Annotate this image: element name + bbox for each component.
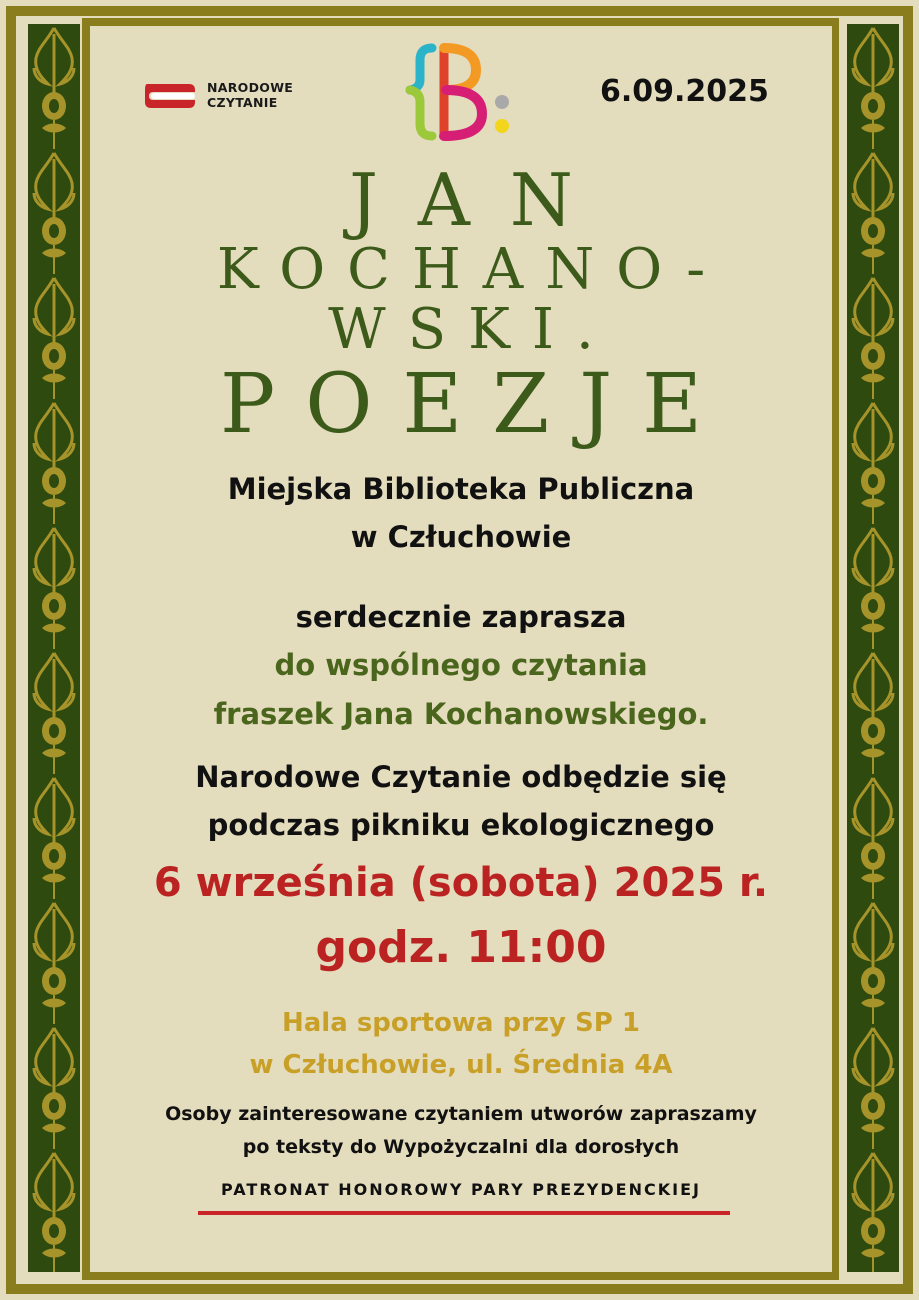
invite-line-3: fraszek Jana Kochanowskiego.: [213, 697, 709, 731]
ornament-panel-right: [847, 24, 899, 1272]
title-line-2: KOCHANO-: [216, 237, 728, 302]
title-line-4: POEZJE: [220, 357, 732, 452]
b-colon-logo: [404, 40, 516, 144]
organizer-line-2: w Człuchowie: [350, 520, 572, 554]
event-date: 6 września (sobota) 2025 r.: [153, 860, 769, 906]
invite-line-1: serdecznie zaprasza: [295, 600, 627, 634]
narodowe-czytanie-text: [207, 80, 293, 110]
title-line-3: WSKI.: [328, 297, 616, 362]
logo-line-2: CZYTANIE: [207, 95, 278, 110]
title-line-1: JAN: [349, 158, 613, 242]
book-icon: [143, 80, 197, 110]
ornament-panel-left: [28, 24, 80, 1272]
logo-line-1: NARODOWE: [207, 80, 294, 95]
organizer-line-1: Miejska Biblioteka Publiczna: [227, 472, 695, 506]
header-date: 6.09.2025: [600, 74, 769, 109]
narodowe-czytanie-logo: [143, 80, 293, 110]
info-line-1: Osoby zainteresowane czytaniem utworów zapraszamy: [165, 1103, 757, 1125]
invite-line-2: do wspólnego czytania: [274, 648, 648, 682]
event-line-2: podczas pikniku ekologicznego: [207, 808, 715, 842]
event-line-1: Narodowe Czytanie odbędzie się: [195, 760, 727, 794]
venue-line-2: w Człuchowie, ul. Średnia 4A: [249, 1050, 673, 1080]
event-time: godz. 11:00: [315, 922, 607, 973]
venue-line-1: Hala sportowa przy SP 1: [282, 1008, 640, 1038]
patronat-text: PATRONAT HONOROWY PARY PREZYDENCKIEJ: [221, 1180, 701, 1199]
ornament-left: [28, 24, 80, 1272]
red-divider: [198, 1211, 730, 1215]
info-line-2: po teksty do Wypożyczalni dla dorosłych: [242, 1136, 680, 1158]
ornament-right: [847, 24, 899, 1272]
